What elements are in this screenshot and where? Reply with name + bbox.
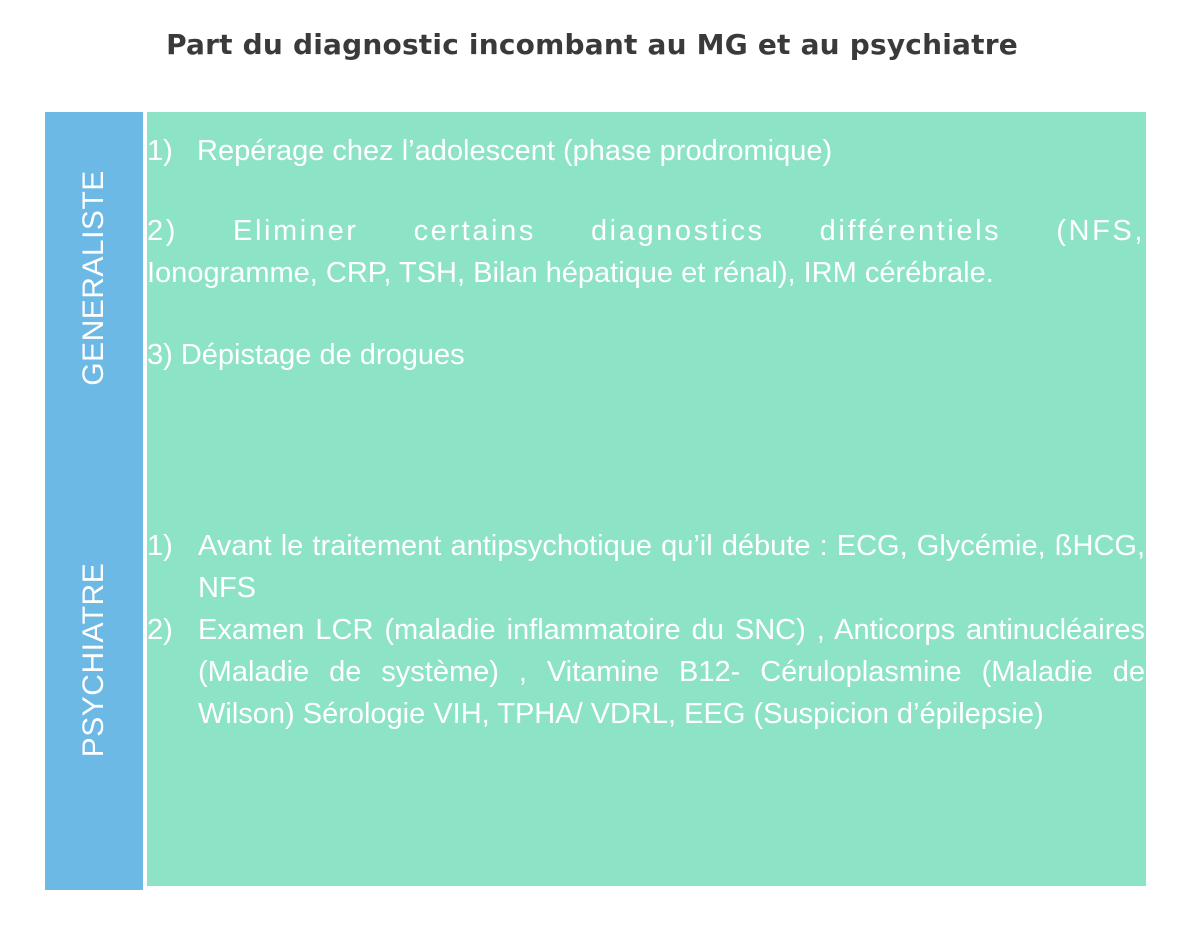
generaliste-item-2 bbox=[147, 210, 1145, 294]
generaliste-item-2-rest: Ionogramme, CRP, TSH, Bilan hépatique et rénal), IRM cérébrale. bbox=[147, 257, 994, 289]
generaliste-item-1-text: Repérage chez l’adolescent (phase prodromique) bbox=[197, 135, 833, 167]
role-sidebar bbox=[45, 112, 143, 890]
content-panel bbox=[147, 112, 1146, 886]
psychiatre-list bbox=[147, 525, 1145, 735]
psychiatre-item-1-text: Avant le traitement antipsychotique qu’il débute : ECG, Glycémie, ßHCG, NFS bbox=[198, 530, 1145, 604]
page-title: Part du diagnostic incombant au MG et au psychiatre bbox=[166, 28, 1018, 61]
psychiatre-label: PSYCHIATRE bbox=[77, 562, 110, 758]
generaliste-item-3: 3) Dépistage de drogues bbox=[147, 339, 465, 371]
psychiatre-item-2 bbox=[147, 609, 1145, 735]
psychiatre-item-2-number: 2) bbox=[147, 614, 173, 646]
psychiatre-item-1 bbox=[147, 525, 1145, 609]
generaliste-label: GENERALISTE bbox=[77, 170, 110, 386]
psychiatre-item-2-text: Examen LCR (maladie inflammatoire du SNC) , Anticorps antinucléaires (Maladie de système) , Vitamine B12- Céruloplasmine (Maladie de Wilson) Sérologie VIH, TPHA/ VDRL, EEG (Suspicion d’épilepsie) bbox=[198, 614, 1145, 730]
generaliste-item-1 bbox=[147, 130, 1145, 172]
generaliste-item-1-number: 1) bbox=[147, 135, 173, 167]
generaliste-item-2-line-1: 2) Eliminer certains diagnostics différentiels (NFS, bbox=[147, 215, 1145, 247]
psychiatre-item-1-number: 1) bbox=[147, 530, 173, 562]
